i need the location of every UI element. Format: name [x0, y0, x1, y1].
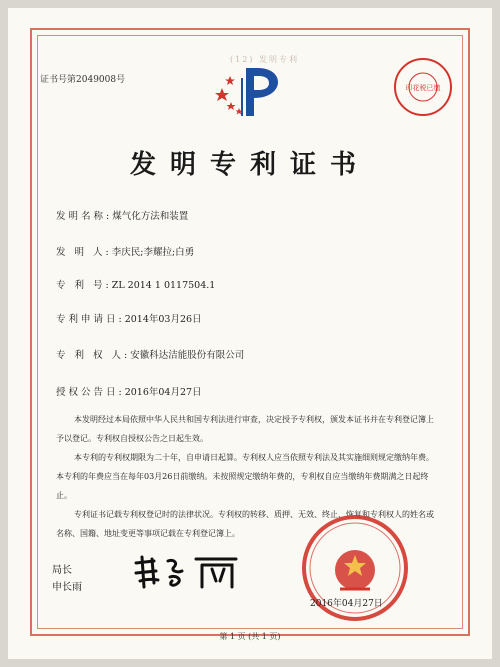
page-number: 第 1 页 (共 1 页): [219, 632, 281, 641]
corner-seal-center: 印花税已缴: [405, 84, 441, 92]
certificate-number-suffix: 号: [116, 75, 126, 85]
cnipa-logo-icon: [212, 64, 284, 120]
patent-number-value: ZL 2014 1 0117504.1: [111, 280, 216, 291]
filing-date-label: 专利申请日:: [56, 314, 125, 325]
handwritten-signature-icon: [132, 553, 252, 593]
invention-name-label: 发明名称:: [56, 211, 113, 222]
agency-seal-icon: [392, 56, 454, 118]
patentee-label: 专 利 权 人:: [56, 350, 131, 361]
field-filing-date: [56, 311, 202, 325]
seal-date: 2016年04月27日: [310, 599, 383, 609]
certificate-number: [40, 72, 125, 85]
filing-date-value: 2014年03月26日: [124, 314, 202, 325]
signatory-name: 申长雨: [52, 582, 82, 593]
grant-date-label: 授权公告日:: [56, 387, 125, 398]
signatory-title: 局长: [52, 565, 72, 576]
patent-number-label: 专 利 号:: [56, 280, 112, 291]
certificate-number-value: 2049008: [76, 75, 117, 85]
inventors-label: 发 明 人:: [56, 247, 112, 258]
certificate-sheet: [8, 8, 492, 659]
faint-header: (12) 发明专利: [230, 55, 299, 64]
field-patentee: [56, 347, 244, 361]
grant-date-value: 2016年04月27日: [124, 387, 202, 398]
inventors-value: 李庆民;李耀拉;白勇: [111, 247, 195, 258]
field-invention-name: [56, 208, 188, 222]
certificate-title: 发明专利证书: [129, 150, 370, 180]
certificate-number-label: 证书号第: [40, 75, 77, 85]
body-paragraph: 专利证书记载专利权登记时的法律状况。专利权的转移、质押、无效、终止、恢复和专利权人的姓名或名称、国籍、地址变更等事项记载在专利登记簿上。: [56, 510, 434, 538]
body-paragraph: 本专利的专利权期限为二十年，自申请日起算。专利权人应当依照专利法及其实施细则规定缴纳年费。本专利的年费应当在每年03月26日前缴纳。未按照规定缴纳年费的，专利权自应当缴纳年费期满之日起终止。: [56, 453, 434, 500]
body-paragraph: 本发明经过本局依照中华人民共和国专利法进行审查，决定授予专利权，颁发本证书并在专利登记簿上予以登记。专利权自授权公告之日起生效。: [56, 415, 434, 443]
field-grant-date: [56, 384, 202, 398]
invention-name-value: 煤气化方法和装置: [112, 211, 189, 222]
patentee-value: 安徽科达洁能股份有限公司: [130, 350, 245, 361]
field-patent-number: [56, 277, 215, 291]
field-inventors: [56, 244, 194, 258]
